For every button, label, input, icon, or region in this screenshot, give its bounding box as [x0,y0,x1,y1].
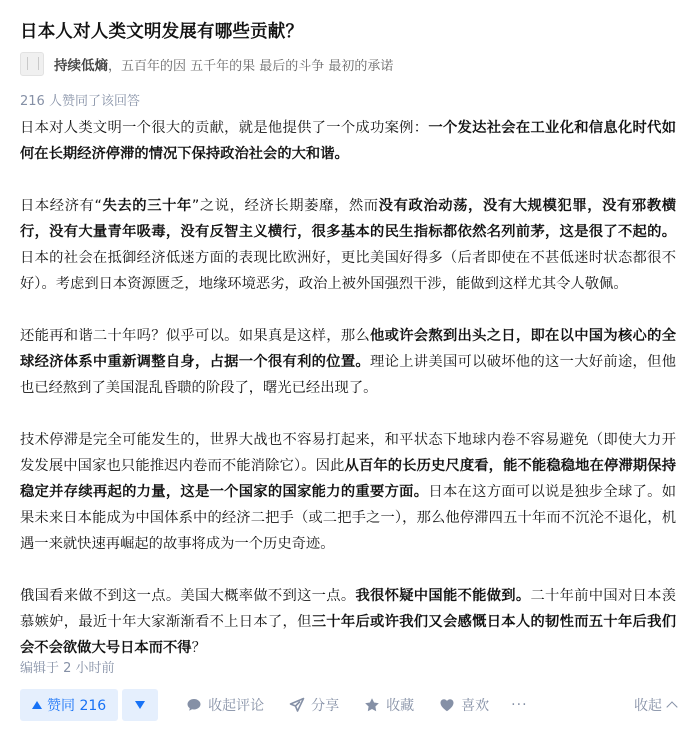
author-info [20,52,680,76]
comment-label: 收起评论 [208,698,265,714]
edit-time[interactable]: 编辑于 2 小时前 [20,661,115,676]
bold-text: 我很怀疑中国能不能做到。 [355,588,531,604]
vote-up-label: 赞同 216 [47,698,107,714]
author-bio: 五百年的因 五千年的果 最后的斗争 最初的承诺 [121,58,394,74]
bold-text: 三十年后或许我们又会感慨日本人的韧性而五十年后我们会不会欲做大号日本而不得 [20,614,677,656]
text-run: 还能再和谐二十年吗？似乎可以。如果真是这样，那么 [20,328,371,344]
chevron-up-icon [666,701,677,712]
like-button[interactable] [439,695,489,715]
share-label: 分享 [311,698,340,714]
collapse-label: 收起 [634,698,662,714]
like-label: 喜欢 [461,698,490,714]
action-bar [20,688,676,722]
text-run: 二十年前中国对日本羡慕嫉妒，最近十年大家渐渐看不上日本了，但 [20,588,677,630]
text-run: 俄国看来做不到这一点。美国大概率做不到这一点。 [20,588,356,604]
text-run: 理论上讲美国可以破坏他的这一大好前途，但他也已经熬到了美国混乱昏聩的阶段了，曙光已经出现了。 [20,354,677,396]
favorite-label: 收藏 [386,698,415,714]
star-icon [364,697,380,713]
bold-text: 失去的三十年 [101,198,192,214]
answer-paragraph [20,323,676,401]
collapse-button[interactable] [634,695,676,715]
text-run: ？ [191,640,206,656]
answer-content [20,115,676,687]
text-run: 日本经济有“ [20,198,102,214]
answer-paragraph [20,193,676,297]
comment-button[interactable] [186,695,264,715]
more-icon[interactable]: ··· [511,697,528,713]
bold-text: 没有政治动荡，没有大规模犯罪，没有邪教横行，没有大量青年吸毒，没有反智主义横行，很多基本的民生指标都依然名列前茅，这是很了不起的。 [20,198,677,240]
bold-text: 从百年的长历史尺度看，能不能稳稳地在停滞期保持稳定并存续再起的力量，这是一个国家的国家能力的重要方面。 [20,458,676,500]
answer-paragraph [20,115,676,167]
vote-up-button[interactable] [20,689,118,721]
text-run: 技术停滞是完全可能发生的，世界大战也不容易打起来，和平状态下地球内卷不容易避免（即使大力开发发展中国家也只能推迟内卷而不能消除它）。因此 [20,432,676,474]
share-icon [289,697,305,713]
answer-paragraph [20,427,676,557]
text-run: 日本对人类文明一个很大的贡献，就是他提供了一个成功案例： [20,120,429,136]
author-name[interactable]: 持续低熵 [54,58,108,74]
vote-count-text[interactable]: 216 人赞同了该回答 [20,94,140,109]
bold-text: 一个发达社会在工业化和信息化时代如何在长期经济停滞的情况下保持政治社会的大和谐。 [20,120,677,162]
text-run: 日本的社会在抵御经济低迷方面的表现比欧洲好，更比美国好得多（后者即使在不甚低迷时状态都很不好）。考虑到日本资源匮乏，地缘环境恶劣，政治上被外国强烈干涉，能做到这样尤其令人敬佩。 [20,250,676,292]
share-button[interactable] [289,695,339,715]
text-run: 日本在这方面可以说是独步全球了。如果未来日本能成为中国体系中的经济二把手（或二把手之一），那么他停滞四五十年而不沉沦不退化，机遇一来就快速再崛起的故事将成为一个历史奇迹。 [20,484,677,552]
bold-text: 他或许会熬到出头之日，即在以中国为核心的全球经济体系中重新调整自身，占据一个很有利的位置。 [20,328,677,370]
triangle-down-icon [135,701,145,709]
avatar[interactable] [20,52,44,76]
comment-icon [186,697,202,713]
question-title[interactable]: 日本人对人类文明发展有哪些贡献？ [20,22,304,42]
heart-icon [439,697,455,713]
answer-paragraph [20,583,676,661]
author-separator: ， [108,58,122,74]
triangle-up-icon [32,701,42,709]
vote-down-button[interactable] [122,689,158,721]
favorite-button[interactable] [364,695,414,715]
text-run: ”之说，经济长期萎靡，然而 [191,198,379,214]
